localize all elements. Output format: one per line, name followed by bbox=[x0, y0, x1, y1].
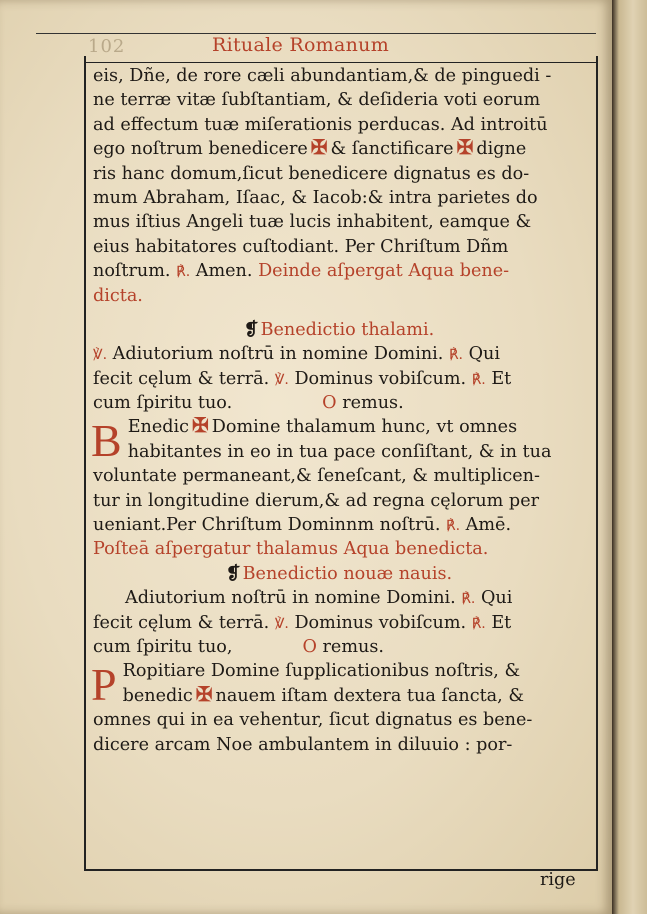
text-block bbox=[93, 64, 585, 757]
text-line: Ropitiare Domine ſupplicationibus noſtris, & bbox=[122, 661, 521, 682]
next-page-edge bbox=[612, 0, 647, 914]
versicle-line: cum ſpiritu tuo, O remus. bbox=[93, 636, 384, 657]
drop-cap: B bbox=[91, 415, 122, 467]
response-icon: ℟. bbox=[448, 347, 464, 364]
text-line: omnes qui in ea vehentur, ſicut dignatus es bene- bbox=[93, 710, 533, 731]
pilcrow-icon: ❡ bbox=[225, 562, 241, 584]
versicle-line: fecit cęlum & terrā. ℣. Dominus vobiſcum. ℟. Et bbox=[93, 612, 512, 633]
text-line: tur in longitudine dierum,& ad regna cęlorum per bbox=[93, 490, 540, 511]
rubric: Poſteā aſpergatur thalamus Aqua benedicta. bbox=[93, 539, 489, 560]
text-line: ad effectum tuæ miſerationis perducas. Ad introitū bbox=[93, 114, 548, 135]
versicle-icon: ℣. bbox=[93, 347, 108, 364]
versicle-icon: ℣. bbox=[274, 615, 289, 632]
text-line: mum Abraham, Iſaac, & Iacob:& intra parietes do bbox=[93, 187, 538, 208]
section-title: ❡ Benedictio thalami. bbox=[243, 318, 435, 340]
versicle-icon: ℣. bbox=[274, 371, 289, 388]
text-line: dicere arcam Noe ambulantem in diluuio : por- bbox=[93, 734, 513, 755]
text-line: voluntate permaneant,& ſeneſcant, & multiplicen- bbox=[93, 466, 540, 487]
text-line: Enedic ✠ Domine thalamum hunc, vt omnes bbox=[127, 413, 518, 438]
response-icon: ℟. bbox=[471, 615, 486, 632]
prayer-paragraph bbox=[91, 413, 585, 467]
text-line: mus iſtius Angeli tuæ lucis inhabitent, eamque & bbox=[93, 212, 532, 233]
text-line: eius habitatores cuſtodiant. Per Chriſtum Dñm bbox=[93, 236, 509, 257]
versicle-line: ℣. Adiutorium noſtrū in nomine Domini. ℟. Qui bbox=[93, 344, 500, 365]
text-line: eis, Dñe, de rore cæli abundantiam,& de pinguedi - bbox=[93, 66, 552, 86]
versicle-line: cum ſpiritu tuo. O remus. bbox=[93, 393, 404, 414]
prayer-paragraph bbox=[91, 659, 585, 711]
text-line: noſtrum. ℟. Amen. Deinde aſpergat Aqua bene- bbox=[93, 261, 510, 282]
text-line: ego noſtrum benedicere ✠ & ſanctificare ✠ digne bbox=[93, 135, 527, 160]
text-line: ueniant.Per Chriſtum Dominnm noſtrū. ℟. Amē. bbox=[93, 515, 512, 536]
folio-number: 102 bbox=[88, 36, 126, 57]
cross-icon: ✠ bbox=[195, 681, 213, 706]
response-icon: ℟. bbox=[176, 264, 191, 281]
section-title: ❡ Benedictio nouæ nauis. bbox=[225, 562, 453, 584]
rubric: Deinde aſpergat Aqua bene- bbox=[258, 261, 510, 282]
versicle-line: fecit cęlum & terrā. ℣. Dominus vobiſcum. ℟. Et bbox=[93, 368, 512, 389]
response-icon: ℟. bbox=[446, 518, 461, 535]
cross-icon: ✠ bbox=[192, 413, 209, 438]
cross-icon: ✠ bbox=[456, 135, 474, 160]
response-icon: ℟. bbox=[461, 591, 476, 608]
catchword: rige bbox=[540, 870, 576, 890]
text-line: benedic ✠ nauem iſtam dextera tua ſancta, & bbox=[122, 681, 524, 706]
text-line: ris hanc domum,ſicut benedicere dignatus es do- bbox=[93, 163, 530, 184]
versicle-line: Adiutorium noſtrū in nomine Domini. ℟. Qui bbox=[125, 588, 513, 609]
drop-cap: P bbox=[91, 659, 117, 711]
cross-icon: ✠ bbox=[310, 135, 328, 160]
rubric: dicta. bbox=[93, 285, 143, 306]
running-head: Rituale Romanum bbox=[212, 34, 390, 56]
response-icon: ℟. bbox=[471, 371, 486, 388]
text-line: ne terræ vitæ ſubſtantiam, & deſideria voti eorum bbox=[93, 90, 541, 111]
text-line: habitantes in eo in tua pace conſiſtant, & in tua bbox=[127, 441, 552, 462]
pilcrow-icon: ❡ bbox=[243, 318, 259, 340]
